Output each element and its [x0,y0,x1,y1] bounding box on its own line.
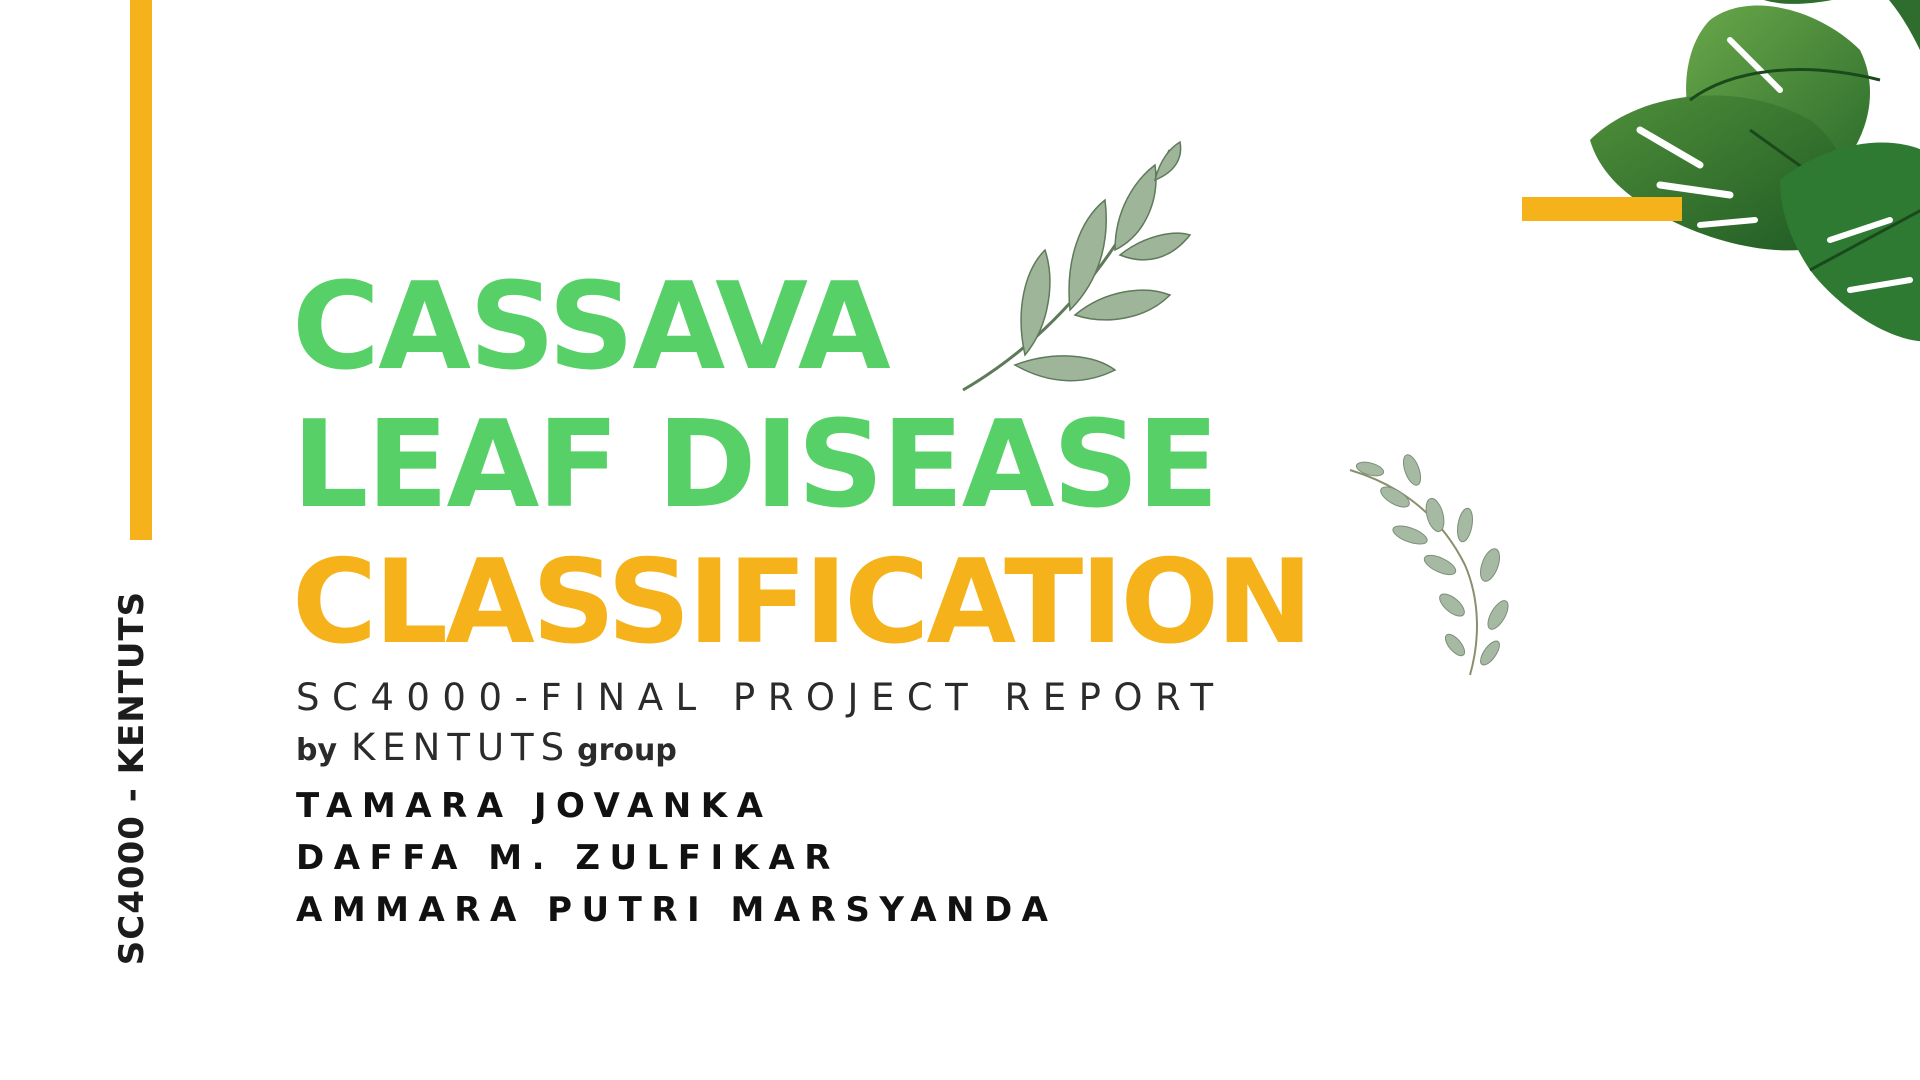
title-line-1: CASSAVA [292,258,889,397]
vertical-accent-bar [130,0,152,540]
member-name: DAFFA M. ZULFIKAR [296,838,840,878]
title-line-3: CLASSIFICATION [292,535,1311,670]
title-line-2: LEAF DISEASE [292,396,1217,535]
olive-sprig-icon [955,140,1195,400]
monstera-leaves-icon [1580,0,1920,360]
group-name: KENTUTS [351,726,572,769]
side-course-label: SC4000 - KENTUTS [112,590,152,966]
group-word: group [577,733,677,768]
horizontal-accent-bar [1522,197,1682,221]
member-name: TAMARA JOVANKA [296,786,773,826]
member-list [296,786,1058,942]
member-name: AMMARA PUTRI MARSYANDA [296,890,1058,930]
by-word: by [296,733,338,768]
eucalyptus-sprig-icon [1340,455,1530,680]
byline [296,726,677,769]
subtitle: SC4000-FINAL PROJECT REPORT [296,676,1226,719]
